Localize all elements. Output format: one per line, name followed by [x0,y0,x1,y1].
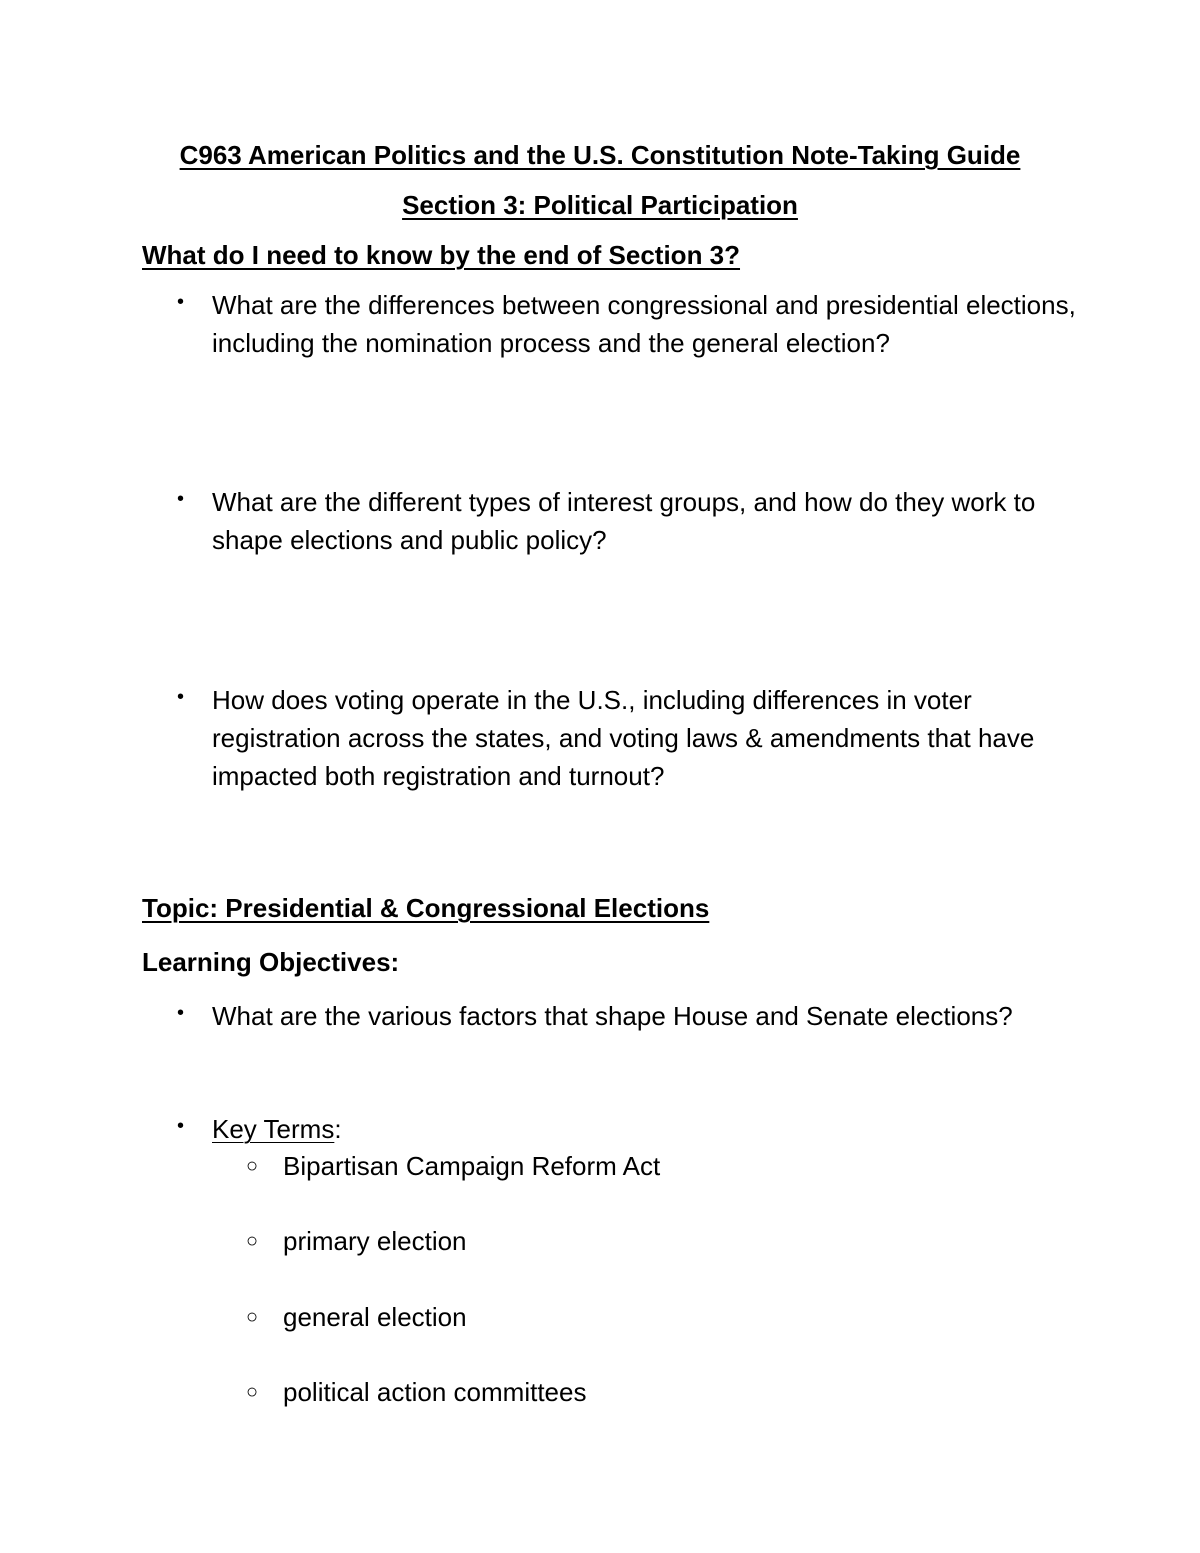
circle-bullet-icon: ○ [246,1306,259,1328]
know-item-1 [177,286,1092,362]
key-terms-item [177,1110,1092,1148]
bullet-icon: • [177,1115,185,1137]
circle-bullet-icon: ○ [246,1230,259,1252]
know-item-text: What are the differences between congressional and presidential elections, including the nomination process and the general election? [212,290,1076,358]
know-item-text: What are the different types of interest groups, and how do they work to shape elections and public policy? [212,487,1036,555]
circle-bullet-icon: ○ [246,1155,259,1177]
know-heading: What do I need to know by the end of Section 3? [142,240,741,270]
objectives-heading: Learning Objectives: [142,947,400,977]
know-item-3 [177,681,1092,795]
key-term-text: political action committees [283,1377,587,1407]
key-terms-label: Key Terms [212,1114,335,1144]
topic-heading: Topic: Presidential & Congressional Elections [142,893,710,923]
objective-item-text: What are the various factors that shape House and Senate elections? [212,1001,1013,1031]
document-title: C963 American Politics and the U.S. Constitution Note-Taking Guide [179,140,1021,170]
key-term-text: general election [283,1302,467,1332]
key-terms-colon: : [334,1114,342,1144]
section-title: Section 3: Political Participation [402,190,798,220]
bullet-icon: • [177,488,185,510]
key-term-text: primary election [283,1226,467,1256]
objective-item [177,997,1092,1035]
key-term-text: Bipartisan Campaign Reform Act [283,1151,661,1181]
key-term-2 [246,1222,467,1260]
bullet-icon: • [177,1002,185,1024]
key-term-3 [246,1298,467,1336]
circle-bullet-icon: ○ [246,1381,259,1403]
key-term-1 [246,1147,661,1185]
know-item-text: How does voting operate in the U.S., including differences in voter registration across the states, and voting laws & amendments that have impacted both registration and turnout? [212,685,1035,791]
bullet-icon: • [177,291,185,313]
key-term-4 [246,1373,587,1411]
know-item-2 [177,483,1092,559]
bullet-icon: • [177,686,185,708]
